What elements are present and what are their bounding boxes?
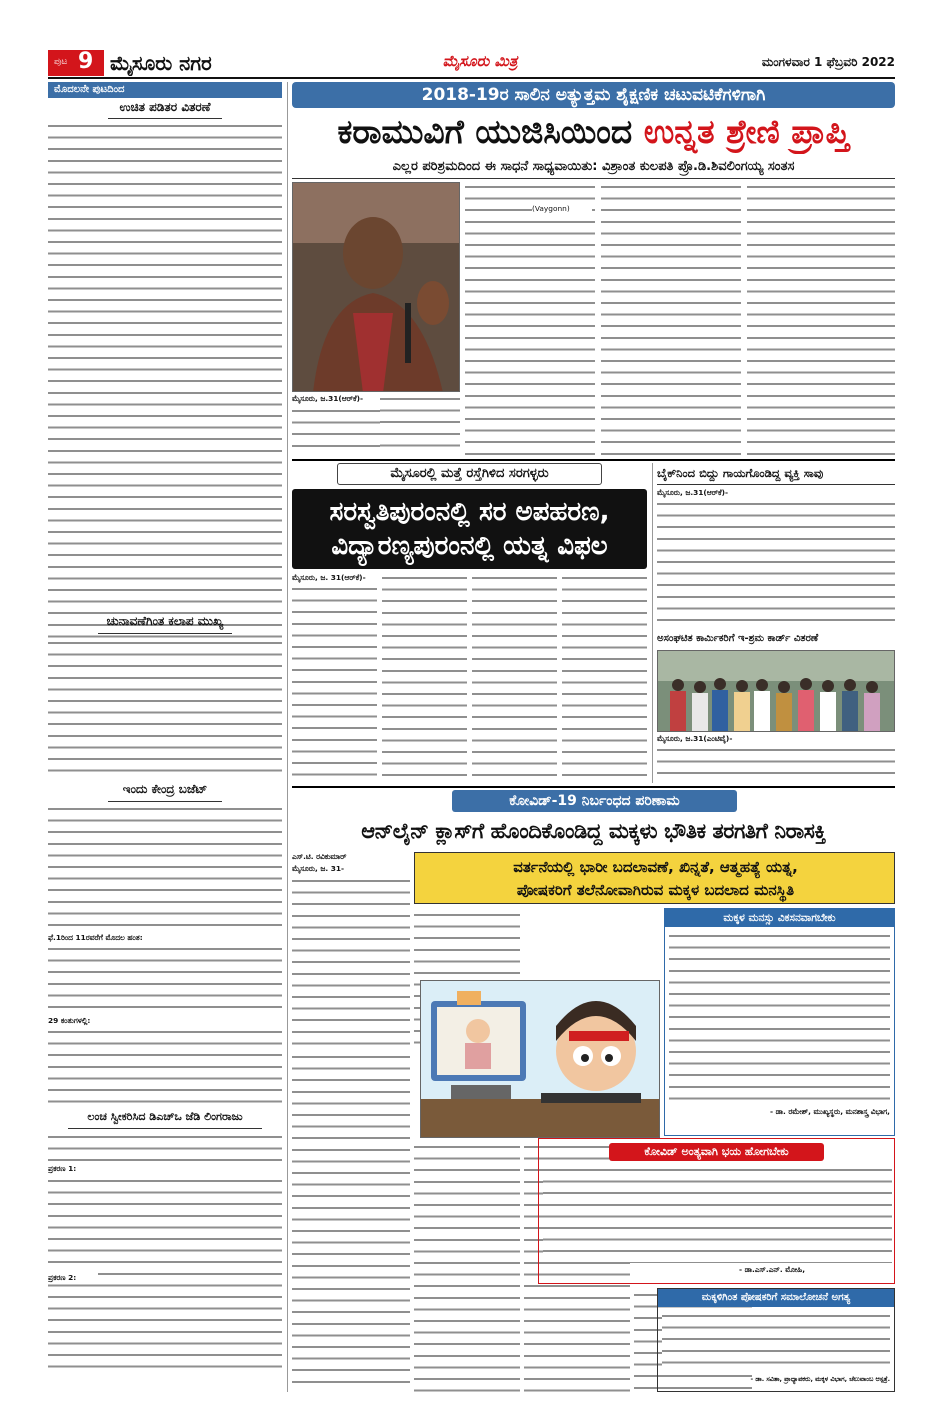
box2-body xyxy=(543,1165,892,1263)
lead-subhead-rule xyxy=(292,178,895,179)
lead-body-under-photo xyxy=(380,394,460,456)
bike-body xyxy=(657,499,895,627)
covid-body-col1 xyxy=(292,876,410,1046)
eshram-caption-body xyxy=(657,745,895,783)
s2-body xyxy=(48,638,282,778)
s3-bold-1: ಫೆ.1ರಿಂದ 11ರವರೆಗೆ ಮೊದಲ ಹಂತ: xyxy=(48,933,208,944)
lead-story xyxy=(292,82,895,460)
child-laptop-illustration-icon xyxy=(421,981,660,1138)
lead-headline-red: ಉನ್ನತ ಶ್ರೇಣಿ ಪ್ರಾಪ್ತಿ xyxy=(643,112,850,151)
covid-illustration xyxy=(420,980,660,1138)
chain-kicker: ಮೈಸೂರಲ್ಲಿ ಮತ್ತೆ ರಸ್ತೆಗಿಳಿದ ಸರಗಳ್ಳರು xyxy=(337,463,602,485)
lead-vaygonn-term: (Vaygonn) xyxy=(532,204,592,215)
expert-box-2 xyxy=(538,1138,895,1284)
s3-title: ಇಂದು ಕೇಂದ್ರ ಬಜೆಟ್ xyxy=(122,782,208,796)
lead-body-col2 xyxy=(465,182,595,456)
eshram-story xyxy=(657,630,895,783)
box2-title: ಕೋವಿಡ್ ಅಂತ್ಯವಾಗಿ ಭಯ ಹೋಗಬೇಕು xyxy=(609,1143,824,1161)
chain-headline-line2: ವಿದ್ಯಾರಣ್ಯಪುರಂನಲ್ಲಿ ಯತ್ನ ವಿಫಲ xyxy=(331,531,608,561)
covid-headline: ಆನ್‌ಲೈನ್ ಕ್ಲಾಸ್‌ಗೆ ಹೊಂದಿಕೊಂಡಿದ್ದ ಮಕ್ಕಳು ಭೌತಿಕ ತರಗತಿಗೆ ನಿರಾಸಕ್ತಿ xyxy=(361,819,826,843)
chain-body-col2 xyxy=(382,573,467,783)
section-name: ಮೈಸೂರು ನಗರ xyxy=(110,51,212,75)
page-label: ಪುಟ xyxy=(54,57,68,67)
page-number-badge xyxy=(48,50,104,76)
covid-dateline: ಮೈಸೂರು, ಜ. 31- xyxy=(292,864,345,873)
bike-dateline: ಮೈಸೂರು, ಜ.31(ಆರ್‌ಕೆ)- xyxy=(657,488,729,497)
chain-headline-line1: ಸರಸ್ವತಿಪುರಂನಲ್ಲಿ ಸರ ಅಪಹರಣ, xyxy=(329,497,610,527)
bike-rule xyxy=(657,484,895,485)
chain-right-divider xyxy=(652,463,653,783)
covid-kicker: ಕೋವಿಡ್-19 ನಿರ್ಬಂಧದ ಪರಿಣಾಮ xyxy=(452,790,737,812)
box1-signature: - ಡಾ. ರಮೇಶ್, ಮುಖ್ಯಸ್ಥರು, ಮನಶಾಸ್ತ್ರ ವಿಭಾಗ, xyxy=(770,1107,890,1116)
s4-bold-1: ಪ್ರಕರಣ 1: xyxy=(48,1164,77,1173)
left-column-divider xyxy=(287,82,288,1392)
covid-byline: ಎಸ್.ಟಿ. ರವಿಕುಮಾರ್ xyxy=(292,852,347,861)
page-header xyxy=(0,0,945,80)
s4-rule xyxy=(68,1128,262,1129)
page-number: 9 xyxy=(78,50,94,74)
continued-label: ಮೊದಲನೇ ಪುಟದಿಂದ xyxy=(48,82,282,98)
issue-date: ಮಂಗಳವಾರ 1 ಫೆಬ್ರವರಿ 2022 xyxy=(761,55,895,69)
expert-box-3 xyxy=(657,1288,895,1392)
covid-subhead-line2: ಪೋಷಕರಿಗೆ ತಲೆನೋವಾಗಿರುವ ಮಕ್ಕಳ ಬದಲಾದ ಮನಸ್ಥಿತಿ xyxy=(516,881,795,899)
expert-box-1 xyxy=(664,908,895,1136)
chain-body-col4 xyxy=(562,573,647,783)
lead-subhead: ಎಲ್ಲರ ಪರಿಶ್ರಮದಿಂದ ಈ ಸಾಧನೆ ಸಾಧ್ಯವಾಯಿತು: ವಿಶ್ರಾಂತ ಕುಲಪತಿ ಪ್ರೊ.ಡಿ.ಶಿವಲಿಂಗಯ್ಯ ಸಂತಸ xyxy=(392,159,795,174)
box3-signature: - ಡಾ. ಸವಿತಾ, ಪ್ರಾಧ್ಯಾಪಕರು, ಮಕ್ಕಳ ವಿಭಾಗ, ಚೆಲುವಾಂಬ ಆಸ್ಪತ್ರೆ. xyxy=(750,1375,890,1383)
masthead-logo: ಮೈಸೂರು ಮಿತ್ರ xyxy=(442,52,518,70)
box2-signature: - ಡಾ.ಎಸ್.ಎನ್. ಮೋಹಿ, xyxy=(739,1265,806,1274)
eshram-group-photo xyxy=(657,650,895,732)
s3-body-b xyxy=(48,944,282,1014)
lead-headline-black: ಕರಾಮುವಿಗೆ ಯುಜಿಸಿಯಿಂದ xyxy=(337,112,633,151)
lead-body-under-photo-2 xyxy=(292,406,380,456)
s3-rule xyxy=(108,801,222,802)
lead-bottom-rule xyxy=(292,459,895,461)
chain-headline-box xyxy=(292,489,647,569)
lead-dateline: ಮೈಸೂರು, ಜ.31(ಆರ್‌ಕೆ)- xyxy=(292,394,364,403)
s4-body-a xyxy=(48,1132,282,1162)
chain-body-col1 xyxy=(292,584,377,783)
s2-title: ಚುನಾವಣೆಗಿಂತ ಕಲಾಪ ಮುಖ್ಯ xyxy=(106,614,224,628)
bike-headline: ಬೈಕ್‌ನಿಂದ ಬಿದ್ದು ಗಾಯಗೊಂಡಿದ್ದ ವ್ಯಕ್ತಿ ಸಾವು xyxy=(657,466,824,480)
left-column xyxy=(48,82,282,1392)
header-rule xyxy=(48,77,895,79)
s3-body-c xyxy=(48,1027,282,1107)
box3-body xyxy=(662,1311,890,1373)
mid-rule xyxy=(292,786,895,788)
covid-story xyxy=(292,790,895,1392)
s2-rule xyxy=(98,633,232,634)
lead-body-col4 xyxy=(747,182,895,456)
bike-story xyxy=(657,463,895,628)
s1-rule xyxy=(108,118,222,119)
covid-body-under-illus xyxy=(414,1142,520,1392)
group-photo-icon xyxy=(658,651,895,732)
covid-subhead-line1: ವರ್ತನೆಯಲ್ಲಿ ಭಾರೀ ಬದಲಾವಣೆ, ಖಿನ್ನತೆ, ಆತ್ಮಹತ್ಯೆ ಯತ್ನ, xyxy=(513,858,798,876)
chain-body-col3 xyxy=(472,573,557,783)
chain-story xyxy=(292,463,647,783)
eshram-headline: ಅಸಂಘಟಿತ ಕಾರ್ಮಿಕರಿಗೆ ಇ-ಶ್ರಮ ಕಾರ್ಡ್ ವಿತರಣೆ xyxy=(657,633,819,644)
box3-title: ಮಕ್ಕಳಿಗಿಂತ ಪೋಷಕರಿಗೆ ಸಮಾಲೋಚನೆ ಅಗತ್ಯ xyxy=(658,1289,894,1307)
s3-bold-2: 29 ಕಂತುಗಳಲ್ಲಿ: xyxy=(48,1016,138,1027)
s4-bold-2: ಪ್ರಕರಣ 2: xyxy=(48,1273,98,1284)
box1-body xyxy=(669,931,890,1105)
lead-photo-vice-chancellor xyxy=(292,182,460,392)
lead-headline xyxy=(292,110,895,154)
s1-title: ಉಚಿತ ಪಡಿತರ ವಿತರಣೆ xyxy=(119,100,211,114)
person-photo-icon xyxy=(293,183,460,392)
box1-title: ಮಕ್ಕಳ ಮನಸ್ಸು ವಿಕಸನವಾಗಬೇಕು xyxy=(665,909,894,927)
covid-subhead-box xyxy=(414,852,895,904)
lead-kicker: 2018-19ರ ಸಾಲಿನ ಅತ್ಯುತ್ತಮ ಶೈಕ್ಷಣಿಕ ಚಟುವಟಿಕೆಗಳಿಗಾಗಿ xyxy=(292,82,895,108)
chain-dateline: ಮೈಸೂರು, ಜ. 31(ಆರ್‌ಕೆ)- xyxy=(292,573,366,582)
s3-body-a xyxy=(48,804,282,930)
s4-title: ಲಂಚ ಸ್ವೀಕರಿಸಿದ ಡಿಎಚ್‌ಒ ಜೆಡಿ ಲಿಂಗರಾಜು xyxy=(87,1110,243,1123)
eshram-caption-lead: ಮೈಸೂರು, ಜ.31(ಎಂಟಿವೈ)- xyxy=(657,734,733,743)
s1-body xyxy=(48,121,282,643)
covid-body-col1b xyxy=(292,1052,410,1392)
lead-body-col3 xyxy=(601,182,741,456)
